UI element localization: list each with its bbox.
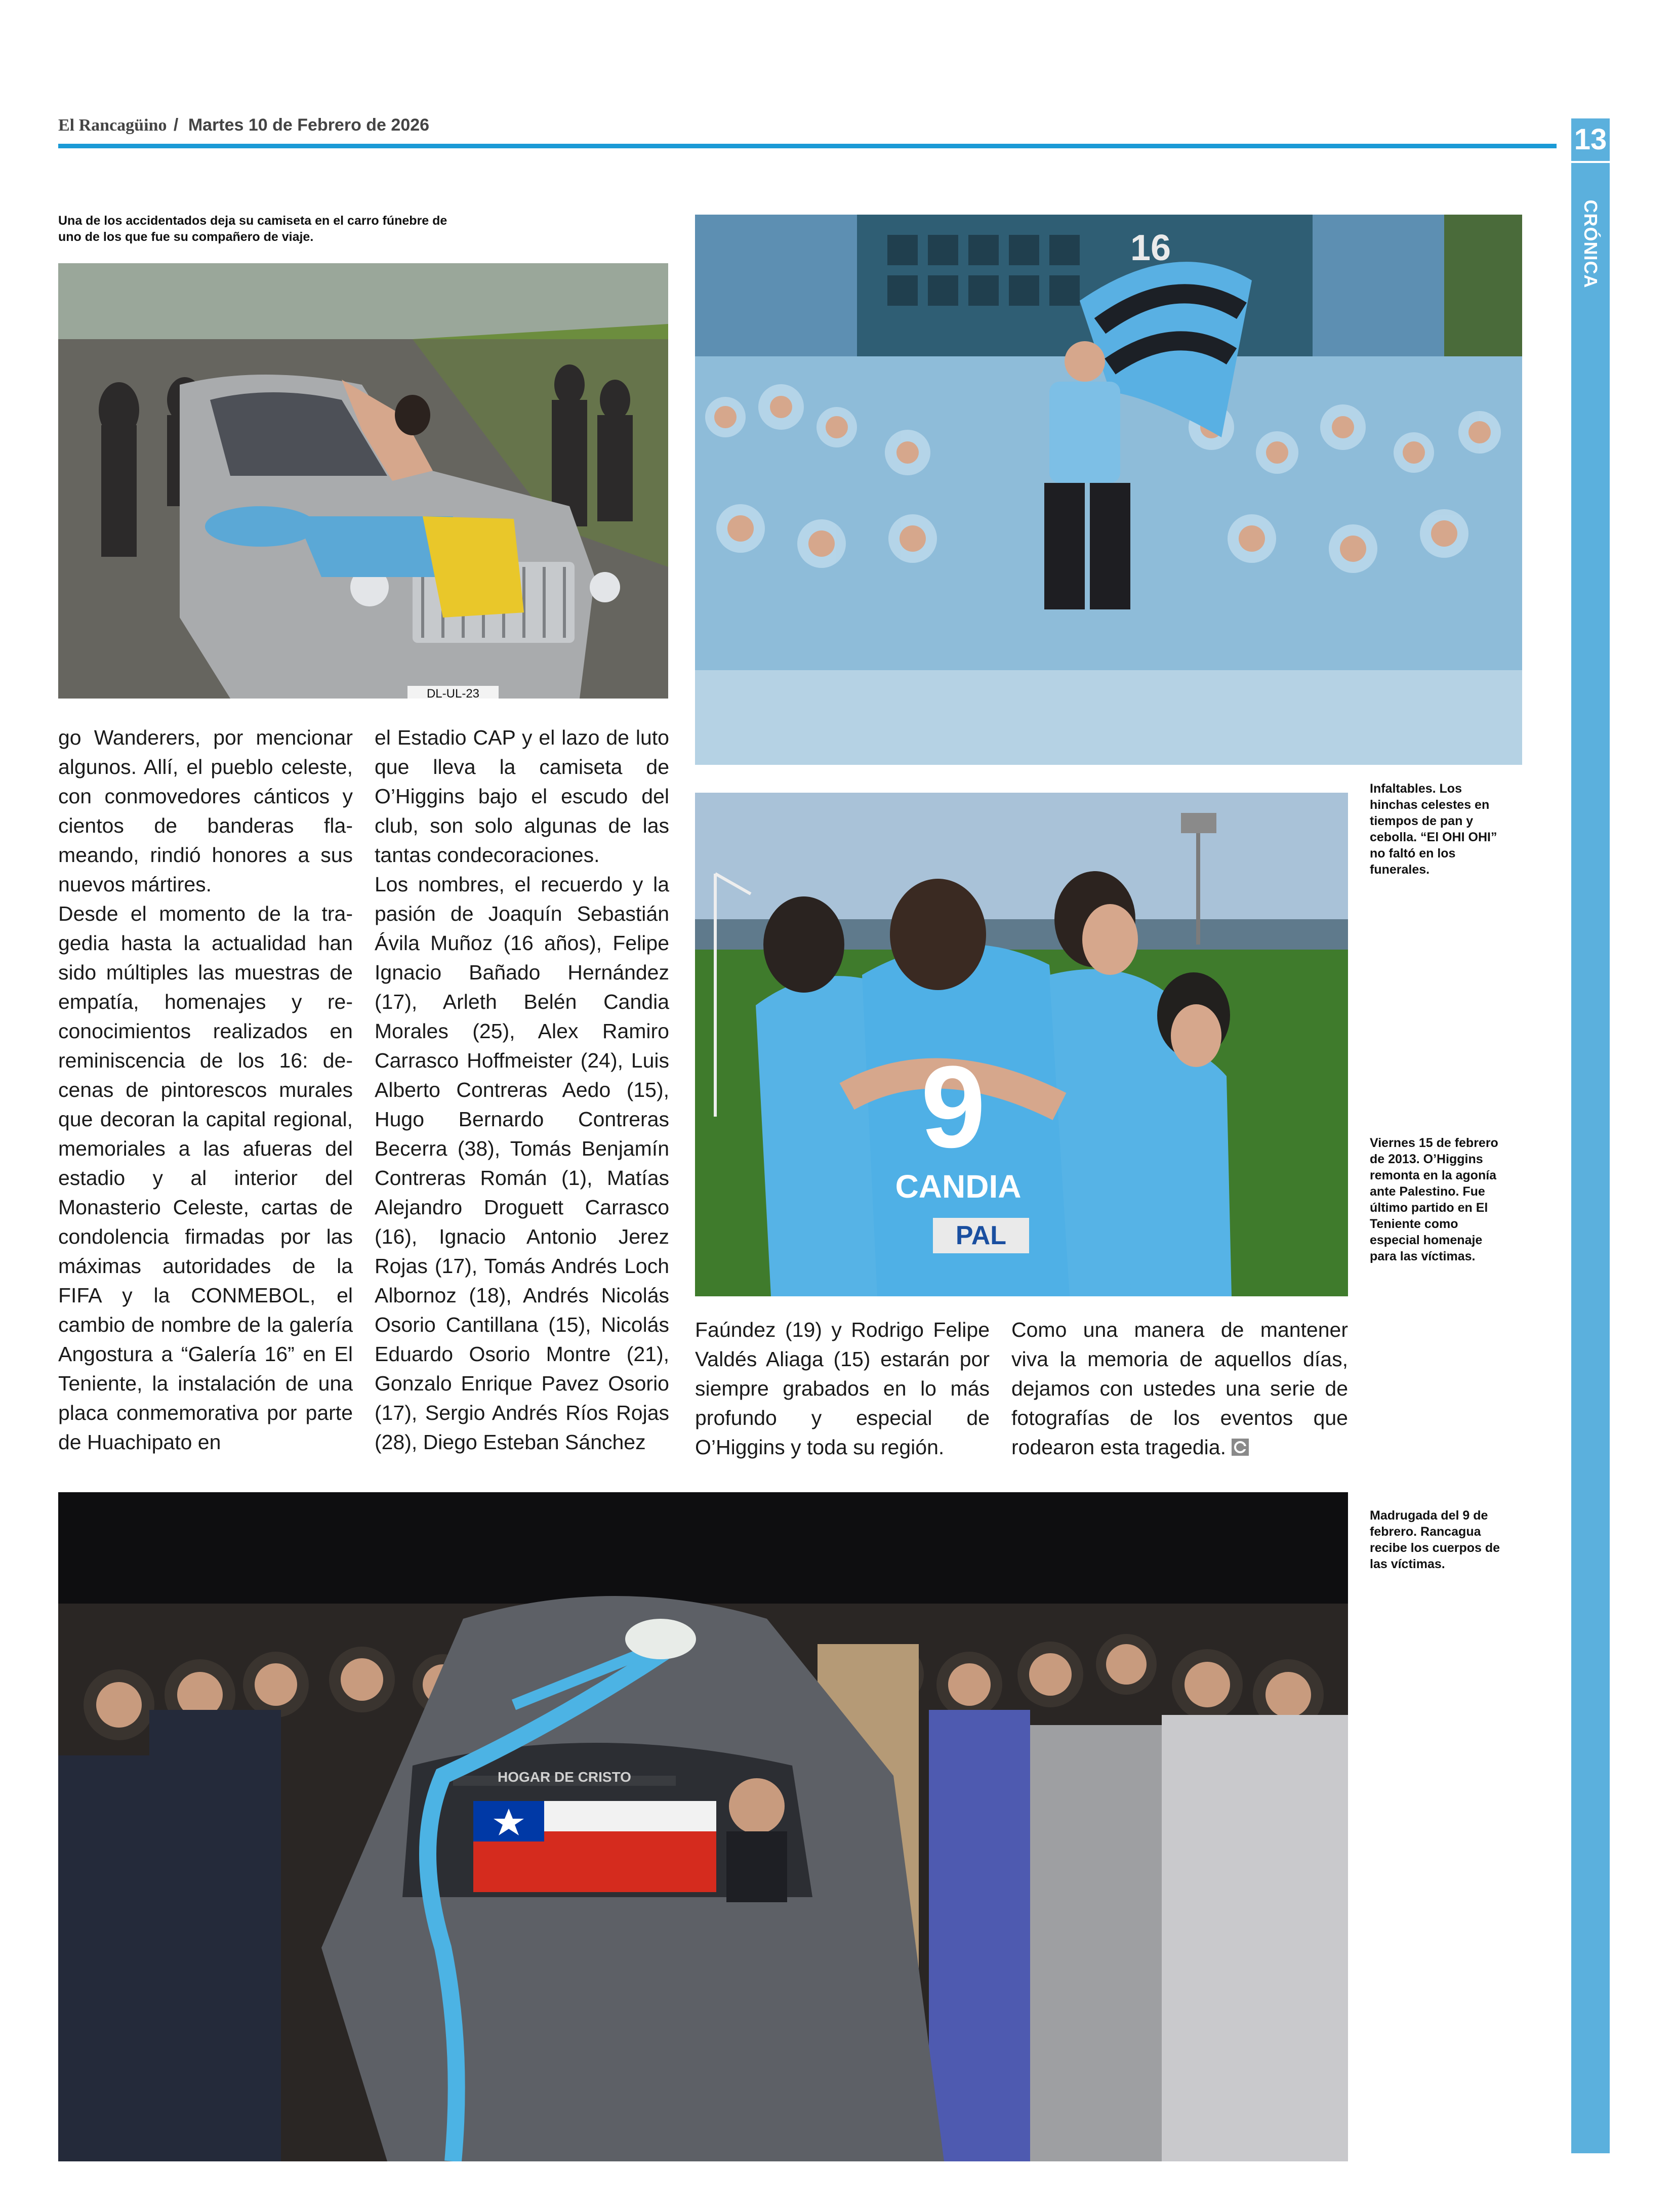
article-paragraph: Faúndez (19) y Rodrigo Felipe Valdés Aliaga (15) estarán por siempre grabados en lo más profundo y especial de O’Higgins y toda su región. — [695, 1318, 990, 1459]
article-closing-text: Como una manera de mantener viva la memoria de aquellos días, dejamos con ustedes una serie de fotografías de los eventos que rodearon esta tragedia. — [1011, 1318, 1348, 1459]
article-paragraph: go Wanderers, por mencionar algunos. Allí, el pueblo celeste, con conmovedores cánticos y cientos de banderas flameando, rindió honores a sus nuevos mártires. — [58, 726, 353, 896]
article-column-3 — [695, 1315, 990, 1462]
page-header — [58, 115, 429, 135]
section-label — [1571, 163, 1610, 325]
photo-night-hearse — [58, 1492, 1348, 2161]
license-plate: DL-UL-23 — [426, 687, 480, 699]
caption-night: Madrugada del 9 de febrero. Rancagua recibe los cuerpos de las víctimas. — [1370, 1508, 1500, 1571]
caption-hearse-day: Una de los accidentados deja su camiseta en el carro fúnebre de uno de los que fue su compañero de viaje. — [58, 214, 447, 244]
jersey-name: CANDIA — [895, 1168, 1022, 1205]
scoreboard-number: 16 — [1130, 228, 1171, 268]
section-sidebar — [1571, 163, 1610, 2153]
photo-hearse-day — [58, 263, 668, 699]
article-paragraph: Los nombres, el recuerdo y la pasión de Joaquín Sebastián Ávila Muñoz (16 años), Felipe Ignacio Bañado Hernández (17), Arleth Belén Candia Morales (25), Alex Ramiro Carrasco Hoffmeister (24), Luis Alberto Contreras Aedo (15), Hugo Bernardo Contreras Becerra (38), Tomás Benjamín Contreras Román (1), Matías Alejandro Droguett Carrasco (16), Ignacio Antonio Jerez Rojas (17), Tomás Andrés Loch Albornoz (18), Andrés Nicolás Osorio Cantillana (15), Nicolás Eduardo Osorio Montre (21), Gonzalo Enrique Pavez Osorio (17), Sergio Andrés Ríos Rojas (28), Diego Esteban Sánchez — [375, 873, 669, 1454]
hearse-sign: HOGAR DE CRISTO — [498, 1769, 631, 1785]
photo-fans — [695, 215, 1522, 765]
article-column-2 — [375, 723, 669, 1457]
section-name: CRÓNICA — [1580, 199, 1601, 289]
jersey-number: 9 — [921, 1042, 986, 1172]
publication-name: El Rancagüino — [58, 116, 167, 135]
caption-players: Viernes 15 de febrero de 2013. O’Higgins remonta en la agonía ante Palestino. Fue último partido en El Teniente como especial homenaje para las víctimas. — [1370, 1136, 1498, 1263]
header-separator: / — [173, 115, 179, 135]
article-column-1 — [58, 723, 353, 1457]
article-column-4 — [1011, 1315, 1348, 1462]
article-paragraph: Desde el momento de la tragedia hasta la actualidad han sido múltiples las muestras de empatía, homenajes y reconocimientos realizados en reminiscencia de los 16: decenas de pintorescos murales que decoran la capital regional, memoriales a las afueras del estadio y al interior del Monasterio Celeste, cartas de condolencia firmadas por las máximas autoridades de la FIFA y la CONMEBOL, el cambio de nombre de la galería Angostura a “Galería 16” en El Teniente, la instalación de una placa conmemorativa por parte de Huachipato en — [58, 902, 353, 1454]
photo-players — [695, 793, 1348, 1296]
jersey-sponsor: PAL — [955, 1221, 1007, 1250]
caption-fans: Infaltables. Los hinchas celestes en tiempos de pan y cebolla. “El OHI OHI” no faltó en los funerales. — [1370, 782, 1497, 877]
article-paragraph — [1011, 1315, 1348, 1462]
header-rule — [58, 144, 1557, 148]
publication-date: Martes 10 de Febrero de 2026 — [188, 115, 430, 135]
end-of-article-icon — [1231, 1435, 1249, 1453]
page-number: 13 — [1571, 118, 1610, 161]
article-paragraph: el Estadio CAP y el lazo de luto que lleva la camiseta de O’Higgins bajo el escudo del club, son solo algunas de las tantas condecoraciones. — [375, 726, 669, 867]
